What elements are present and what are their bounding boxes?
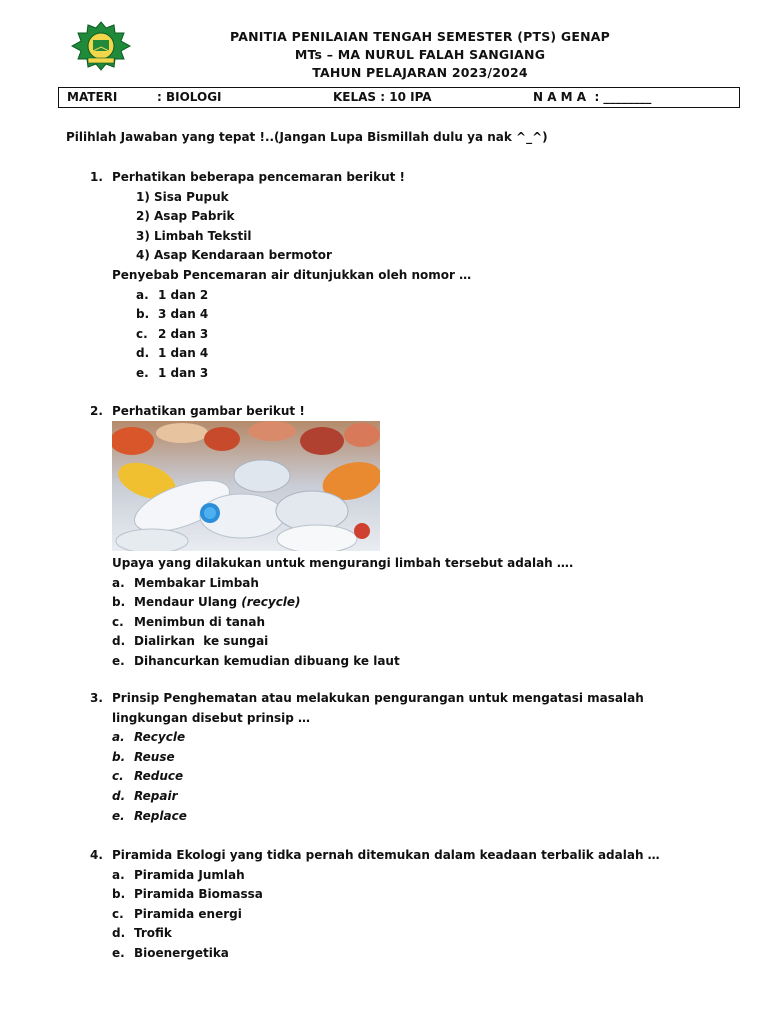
exam-header [140, 28, 700, 82]
option-text: 1 dan 3 [158, 365, 209, 380]
question-3 [90, 689, 730, 826]
question-prompt: Penyebab Pencemaran air ditunjukkan oleh nomor … [112, 267, 472, 282]
school-logo [68, 20, 134, 72]
option-text: Recycle [134, 730, 186, 745]
question-text: Piramida Ekologi yang tidka pernah ditemukan dalam keadaan terbalik adalah … [112, 848, 660, 862]
question-text: Perhatikan beberapa pencemaran berikut ! [112, 170, 406, 184]
option-text: Trofik [134, 926, 172, 941]
option-text: Repair [134, 788, 178, 803]
option-text: Dihancurkan kemudian dibuang ke laut [134, 653, 400, 668]
question-number: 3. [90, 691, 103, 705]
question-text: Perhatikan gambar berikut ! [112, 404, 305, 418]
answer-option[interactable] [90, 944, 730, 964]
option-letter: a. [112, 867, 125, 882]
option-letter: b. [136, 307, 150, 322]
answer-option[interactable] [90, 652, 730, 672]
answer-option[interactable] [90, 787, 730, 807]
answer-option[interactable] [90, 748, 730, 768]
option-text: 1 dan 2 [158, 287, 209, 302]
answer-option[interactable] [90, 924, 730, 944]
option-letter: c. [112, 906, 124, 921]
option-letter: d. [112, 926, 126, 941]
option-text: Piramida Biomassa [134, 887, 263, 902]
option-text: Membakar Limbah [134, 575, 259, 590]
option-text: Reduce [134, 769, 184, 784]
answer-option[interactable] [90, 305, 730, 325]
answer-option[interactable] [90, 632, 730, 652]
option-italic-note: (recycle) [241, 595, 301, 610]
list-item: 4) Asap Kendaraan bermotor [136, 248, 332, 263]
option-letter: a. [112, 575, 125, 590]
option-letter: c. [112, 769, 124, 784]
option-letter: d. [112, 788, 126, 803]
question-number: 1. [90, 170, 103, 184]
option-letter: e. [112, 808, 125, 823]
option-text: Mendaur Ulang [134, 595, 242, 610]
question-4 [90, 846, 730, 964]
option-text: Replace [134, 808, 187, 823]
option-letter: d. [136, 346, 150, 361]
list-item: 3) Limbah Tekstil [136, 228, 252, 243]
answer-option[interactable] [90, 613, 730, 633]
option-text: 2 dan 3 [158, 326, 209, 341]
student-info-bar [58, 87, 740, 108]
question-text: Prinsip Penghematan atau melakukan pengurangan untuk mengatasi masalah [112, 691, 644, 705]
option-text: Reuse [134, 749, 175, 764]
plastic-waste-image [112, 421, 380, 551]
list-item: 1) Sisa Pupuk [136, 189, 229, 204]
class-label: KELAS : 10 IPA [333, 90, 432, 104]
option-letter: b. [112, 887, 126, 902]
answer-option[interactable] [90, 325, 730, 345]
option-letter: c. [136, 326, 148, 341]
subject-label: MATERI [67, 90, 118, 104]
option-text: Bioenergetika [134, 945, 229, 960]
subject-value: : BIOLOGI [157, 90, 222, 104]
list-item: 2) Asap Pabrik [136, 209, 235, 224]
answer-option[interactable] [90, 728, 730, 748]
question-text-continued: lingkungan disebut prinsip … [112, 710, 311, 725]
option-text: Menimbun di tanah [134, 614, 265, 629]
option-text: Piramida Jumlah [134, 867, 245, 882]
option-letter: c. [112, 614, 124, 629]
option-letter: b. [112, 749, 126, 764]
option-letter: e. [136, 365, 149, 380]
answer-option[interactable] [90, 286, 730, 306]
answer-option[interactable] [90, 364, 730, 384]
header-line-1: PANITIA PENILAIAN TENGAH SEMESTER (PTS) GENAP [230, 29, 610, 44]
option-text: 3 dan 4 [158, 307, 209, 322]
option-letter: a. [136, 287, 149, 302]
option-letter: e. [112, 945, 125, 960]
name-field: N A M A : ________ [533, 90, 652, 104]
answer-option[interactable] [90, 905, 730, 925]
instruction-text: Pilihlah Jawaban yang tepat !..(Jangan Lupa Bismillah dulu ya nak ^_^) [66, 130, 548, 144]
option-letter: e. [112, 653, 125, 668]
answer-option[interactable] [90, 807, 730, 827]
question-prompt: Upaya yang dilakukan untuk mengurangi limbah tersebut adalah …. [112, 556, 574, 570]
option-letter: b. [112, 595, 126, 610]
question-number: 4. [90, 848, 103, 862]
answer-option[interactable] [90, 767, 730, 787]
question-number: 2. [90, 404, 103, 418]
answer-option[interactable] [90, 574, 730, 594]
option-text: Dialirkan ke sungai [134, 634, 269, 649]
answer-option[interactable] [90, 866, 730, 886]
option-letter: a. [112, 730, 125, 745]
answer-option[interactable] [90, 885, 730, 905]
question-1 [90, 168, 730, 384]
answer-option[interactable] [90, 593, 730, 613]
option-text: Piramida energi [134, 906, 242, 921]
option-text: 1 dan 4 [158, 346, 209, 361]
option-letter: d. [112, 634, 126, 649]
answer-option[interactable] [90, 344, 730, 364]
header-line-2: MTs – MA NURUL FALAH SANGIANG [294, 47, 546, 62]
question-2-body [90, 554, 730, 672]
header-line-3: TAHUN PELAJARAN 2023/2024 [312, 65, 528, 80]
question-2 [90, 402, 730, 422]
